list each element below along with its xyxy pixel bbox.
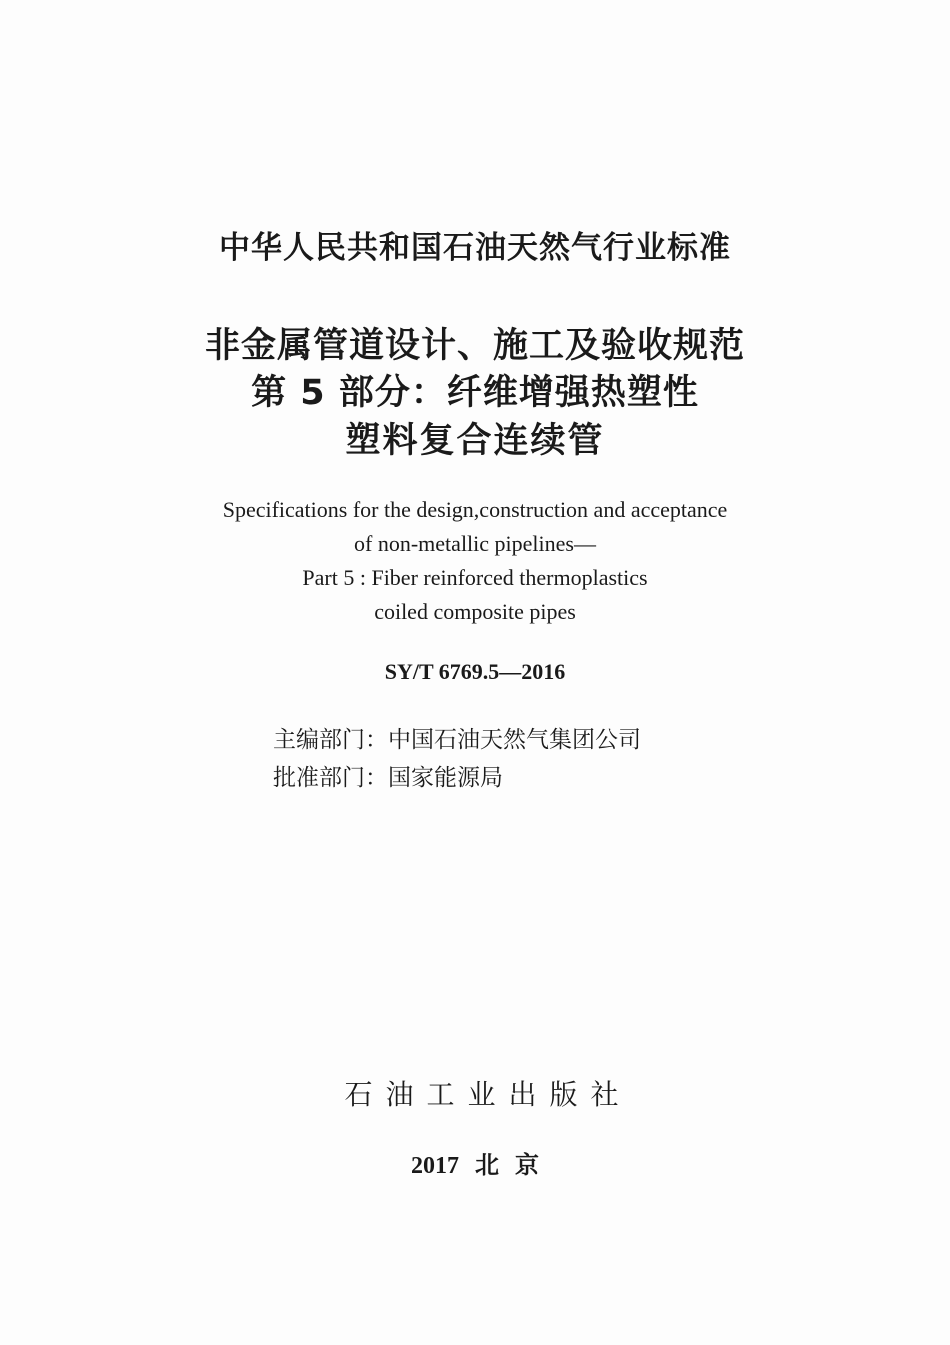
approving-department: 批准部门：国家能源局 — [273, 765, 503, 791]
english-title-line-1: Specifications for the design,construction and acceptance — [222, 497, 728, 522]
chinese-title-line-2: 第 5 部分：纤维增强热塑性 — [251, 373, 699, 413]
publisher-name: 石油工业出版社 — [344, 1078, 632, 1111]
english-title-line-3: Part 5 : Fiber reinforced thermoplastics — [302, 565, 648, 590]
chinese-title-line-3: 塑料复合连续管 — [345, 421, 605, 461]
english-title-line-2: of non-metallic pipelines— — [354, 531, 596, 556]
industry-standard-heading: 中华人民共和国石油天然气行业标准 — [219, 230, 731, 266]
standard-code: SY/T 6769.5—2016 — [384, 659, 566, 684]
editing-department: 主编部门：中国石油天然气集团公司 — [273, 727, 641, 753]
chinese-title-line-1: 非金属管道设计、施工及验收规范 — [204, 326, 745, 366]
english-title-line-4: coiled composite pipes — [374, 599, 576, 624]
publication-year-city: 2017 北 京 — [411, 1153, 539, 1179]
